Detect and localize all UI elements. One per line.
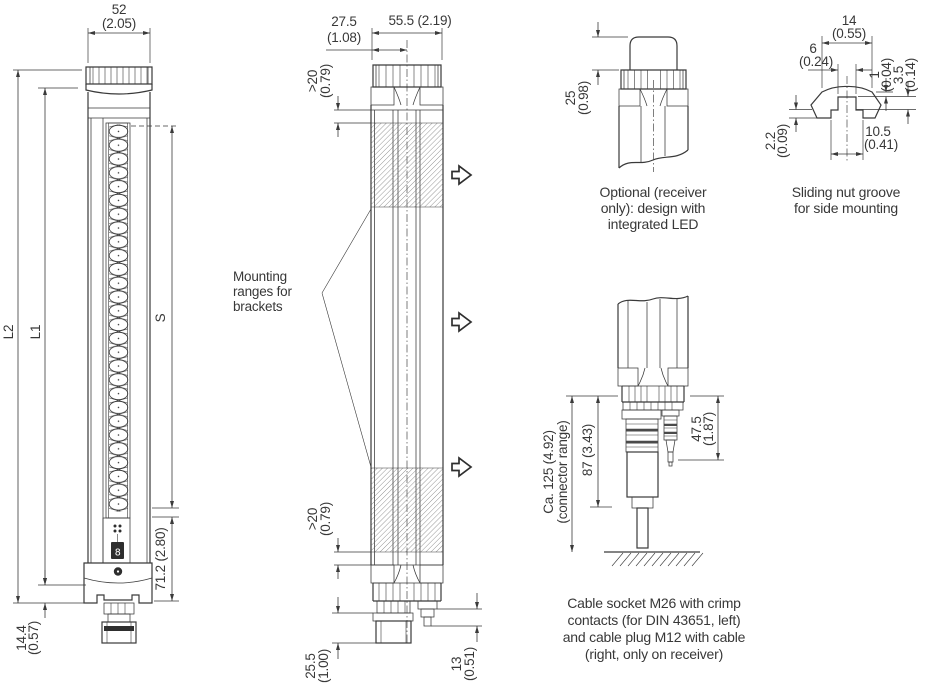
led-device: [619, 37, 688, 172]
break-line: [618, 296, 688, 304]
groove-caption-line1: Sliding nut groove: [791, 184, 901, 200]
connector-caption: [563, 595, 746, 662]
dim-l2-label: L2: [1, 324, 16, 340]
dim-bottom-clear-in: (0.79): [318, 501, 333, 537]
m12-cable: [669, 462, 672, 466]
front-connector: [102, 603, 136, 643]
dim-m12-length-mm: 47.5: [689, 416, 704, 442]
led-caption: [600, 184, 707, 232]
cable-connector-figure: [541, 296, 746, 662]
dim-groove-slot-in: (0.24): [798, 54, 834, 69]
dim-endcap-mm: 14.4: [14, 625, 29, 651]
side-view-device: [371, 40, 443, 643]
mounting-note-line2: ranges for: [233, 284, 292, 299]
led-caption-line3: integrated LED: [607, 216, 699, 232]
dim-top-clear-mm: >20: [305, 69, 320, 93]
dim-groove-depth-mm: 3.5: [891, 65, 906, 85]
ground-symbol: [604, 552, 703, 566]
dim-groove-lip-mm: 1: [867, 71, 882, 79]
connector-caption-line4: (right, only on receiver): [584, 646, 724, 662]
dim-groove-depth-in: (0.14): [903, 57, 918, 93]
bracket-arrow-icon: [452, 313, 471, 331]
side-view-figure: [233, 13, 482, 683]
mounting-note-leaders: [322, 209, 371, 467]
side-m12-connector: [418, 601, 437, 626]
front-view-figure: [1, 2, 179, 655]
dim-m26-len-in: (1.00): [316, 648, 331, 684]
groove-caption: [792, 184, 901, 216]
dim-center-in: (1.08): [326, 30, 362, 45]
dim-connector-range-line2: (connector range): [555, 420, 570, 524]
dim-top-clear-in: (0.79): [318, 63, 333, 99]
nut-groove-figure: [763, 13, 918, 216]
dim-width-mm: 52: [111, 2, 127, 17]
led-dome: [630, 37, 677, 70]
dim-l1-label: L1: [28, 324, 43, 340]
m26-cable: [637, 508, 648, 548]
dim-connector-range-line1: Ca. 125 (4.92): [541, 430, 556, 514]
mounting-note-line1: Mounting: [233, 269, 287, 284]
led-option-figure: [563, 22, 707, 232]
lens-array: [107, 125, 130, 512]
dim-groove-outer-mm: 14: [841, 13, 857, 28]
dim-groove-outer-in: (0.55): [831, 26, 867, 41]
dim-m26-len-mm: 25.5: [303, 653, 318, 679]
connector-caption-line1: Cable socket M26 with crimp: [567, 595, 741, 611]
bracket-arrow-icon: [452, 166, 471, 184]
dim-groove-foot-in: (0.09): [775, 123, 790, 159]
dim-led-height-in: (0.98): [576, 80, 591, 116]
mounting-note-line3: brackets: [233, 299, 283, 314]
led-indicator-dots: [114, 525, 122, 533]
dim-center-mm: 27.5: [331, 14, 357, 29]
dim-groove-cavity-in: (0.41): [863, 137, 899, 152]
dim-m26-length: 87 (3.43): [580, 423, 595, 477]
dim-m12-length-in: (1.87): [701, 411, 716, 447]
dim-m12-len-in: (0.51): [462, 646, 477, 682]
segment-display-glyph: 8: [114, 547, 121, 559]
dim-led-height-mm: 25: [563, 90, 578, 106]
mounting-note: [233, 209, 371, 467]
side-view-dimensions: [303, 13, 482, 683]
dim-depth: 55.5 (2.19): [388, 13, 452, 28]
groove-profile: [811, 86, 881, 118]
led-caption-line1: Optional (receiver: [599, 184, 707, 200]
dim-groove-slot-mm: 6: [809, 41, 817, 56]
bracket-arrow-icon: [452, 458, 471, 476]
led-caption-line2: only): design with: [600, 200, 706, 216]
dim-groove-foot-mm: 2.2: [763, 131, 778, 151]
m26-cable-socket: [622, 410, 661, 548]
mounting-range-top: [371, 123, 443, 207]
dim-bottom-section: 71.2 (2.80): [153, 527, 168, 591]
connector-dimensions: [541, 396, 724, 552]
dim-m12-len-mm: 13: [449, 656, 464, 672]
front-view-device: [84, 67, 152, 643]
dim-width-in: (2.05): [101, 16, 137, 31]
dim-endcap-in: (0.57): [26, 620, 41, 656]
bracket-position-arrows: [452, 166, 471, 476]
dim-s-label: S: [153, 313, 168, 323]
connector-caption-line2: contacts (for DIN 43651, left): [567, 612, 741, 628]
led-dimensions: [563, 22, 628, 115]
connector-caption-line3: and cable plug M12 with cable: [562, 629, 746, 645]
dim-groove-cavity-mm: 10.5: [865, 124, 891, 139]
dim-bottom-clear-mm: >20: [305, 507, 320, 531]
groove-caption-line2: for side mounting: [794, 200, 898, 216]
mounting-range-bottom: [371, 468, 443, 552]
m12-cable-plug: [662, 410, 679, 466]
front-view-dimensions: [1, 2, 179, 655]
dim-groove-lip-in: (0.04): [879, 57, 894, 93]
